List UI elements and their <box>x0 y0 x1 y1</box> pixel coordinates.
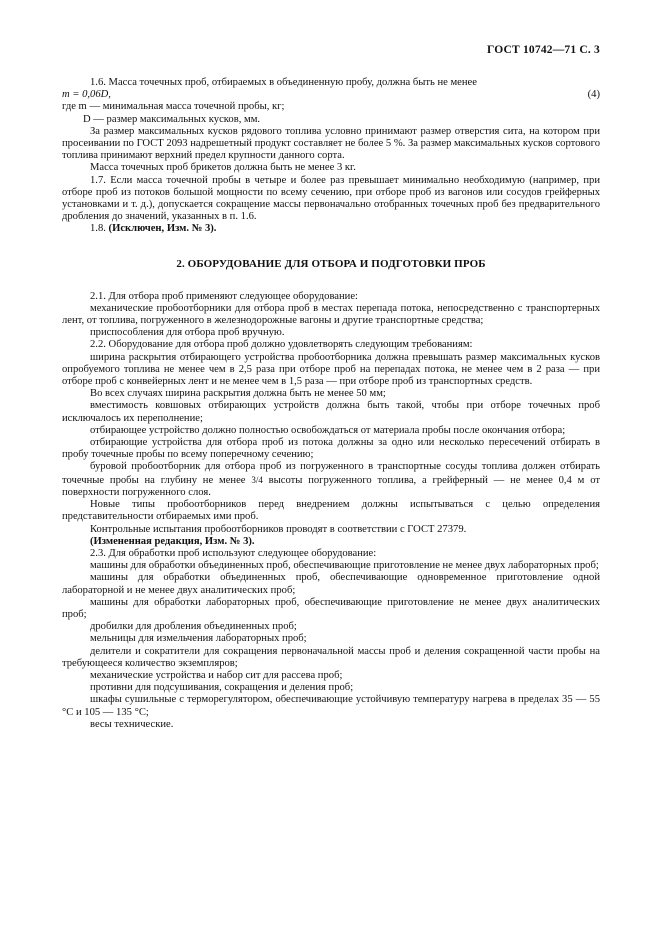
paragraph-1-8 <box>62 223 600 235</box>
paragraph-2-3-f: делители и сократители для сокращения первоначальной массы проб и деления сокращенной части пробы на требующееся количество экземпляров; <box>62 645 600 669</box>
paragraph-2-1-a: механические пробоотборники для отбора проб в местах перепада потока, непосредственно с транспортерных лент, от топлива, погруженного в железнодорожные вагоны и другие транспортные средства; <box>62 302 600 327</box>
paragraph-size-rule: За размер максимальных кусков рядового топлива условно принимают размер отверстия сита, на котором при просеивании по ГОСТ 2093 надрешетный продукт составляет не более 5 %. За размер максимальных кусков сортового топлива принимают верхний предел крупности данного сорта. <box>62 125 600 162</box>
paragraph-2-3-g: механические устройства и набор сит для рассева проб; <box>90 669 343 681</box>
document-page <box>62 44 600 731</box>
paragraph-2-3-j: весы технические. <box>90 718 174 730</box>
paragraph-1-6: 1.6. Масса точечных проб, отбираемых в объединенную пробу, должна быть не менее <box>90 77 477 88</box>
paragraph-2-2-d: отбирающее устройство должно полностью освобождаться от материала пробы после окончания отбора; <box>90 424 566 436</box>
paragraph-2-3-b: машины для обработки объединенных проб, обеспечивающие одновременное приготовление одной лабораторной и не менее двух аналитических проб; <box>62 572 600 596</box>
amendment-note: (Измененная редакция, Изм. № 3). <box>90 535 255 547</box>
paragraph-2-3-c: машины для обработки лабораторных проб, обеспечивающие приготовление не менее двух аналитических проб; <box>62 596 600 620</box>
paragraph-2-3-d: дробилки для дробления объединенных проб; <box>90 621 297 633</box>
paragraph-2-1-b: приспособления для отбора проб вручную. <box>90 327 285 339</box>
paragraph-2-2: 2.2. Оборудование для отбора проб должно удовлетворять следующим требованиям: <box>90 339 473 351</box>
formula-number: (4) <box>587 89 600 101</box>
where-D: D — размер максимальных кусков, мм. <box>83 113 261 125</box>
paragraph-2-1: 2.1. Для отбора проб применяют следующее оборудование: <box>90 290 358 302</box>
formula: m = 0,06D, <box>62 89 111 101</box>
paragraph-1-8-excluded: (Исключен, Изм. № 3). <box>108 223 217 235</box>
formula-line <box>62 89 600 101</box>
where-m: где m — минимальная масса точечной пробы, кг; <box>62 101 285 113</box>
paragraph-2-2-f-post: высоты погруженного топлива, а грейферный — не менее 0,4 м от поверхности погруженного слоя. <box>62 474 600 498</box>
paragraph-2-2-f-pre: буровой пробоотборник для отбора проб из погруженного в транспортные сосуды топлива должен отбирать точечные пробы на глубину не менее <box>62 461 600 486</box>
paragraph-2-3-h: противни для подсушивания, сокращения и деления проб; <box>90 682 354 694</box>
paragraph-2-2-g: Новые типы пробоотборников перед внедрением должны испытываться с целью определения представительности отбираемых ими проб. <box>62 499 600 523</box>
paragraph-2-2-h: Контрольные испытания пробоотборников проводят в соответствии с ГОСТ 27379. <box>90 523 467 535</box>
paragraph-briquettes: Масса точечных проб брикетов должна быть не менее 3 кг. <box>90 162 356 174</box>
paragraph-2-2-c: вместимость ковшовых отбирающих устройств должна быть такой, чтобы при отборе точечных проб исключалось их переполнение; <box>62 400 600 424</box>
paragraph-1-8-number: 1.8. <box>90 223 106 235</box>
paragraph-2-3-a: машины для обработки объединенных проб, обеспечивающие приготовление не менее двух лабораторных проб; <box>90 560 599 572</box>
paragraph-2-2-a: ширина раскрытия отбирающего устройства пробоотборника должна превышать размер максимальных кусков опробуемого топлива не менее чем в 2,5 раза при отборе проб на перепадах потока, не менее чем в 2 раза — при отборе проб с конвейерных лент и не менее чем в 1,5 раза — при отборе проб из транспортных средств. <box>62 351 600 388</box>
paragraph-2-2-f <box>62 461 600 499</box>
paragraph-1-7: 1.7. Если масса точечной пробы в четыре и более раз превышает минимально необходимую (например, при отборе проб из потоков большой мощности по всему сечению, при отборе проб из вагонов или сосудов грейферных установками и т. д.), допускается сокращение массы первоначально отобранных точечных проб без предварительного дробления до значений, указанных в п. 1.6. <box>62 174 600 223</box>
page-header: ГОСТ 10742—71 С. 3 <box>487 44 600 56</box>
paragraph-2-3: 2.3. Для обработки проб используют следующее оборудование: <box>90 547 377 559</box>
paragraph-2-2-b: Во всех случаях ширина раскрытия должна быть не менее 50 мм; <box>90 388 386 400</box>
fraction-three-quarters: 3/4 <box>251 474 263 485</box>
paragraph-2-3-e: мельницы для измельчения лабораторных проб; <box>90 633 307 645</box>
paragraph-2-2-e: отбирающие устройства для отбора проб из потока должны за одно или несколько пересечений отбирать в пробу точечные пробы по всему поперечному сечению; <box>62 437 600 461</box>
paragraph-2-3-i: шкафы сушильные с терморегулятором, обеспечивающие устойчивую температуру нагрева в пределах 35 — 55 °С и 105 — 135 °С; <box>62 694 600 718</box>
section-title: 2. ОБОРУДОВАНИЕ ДЛЯ ОТБОРА И ПОДГОТОВКИ ПРОБ <box>176 257 486 270</box>
